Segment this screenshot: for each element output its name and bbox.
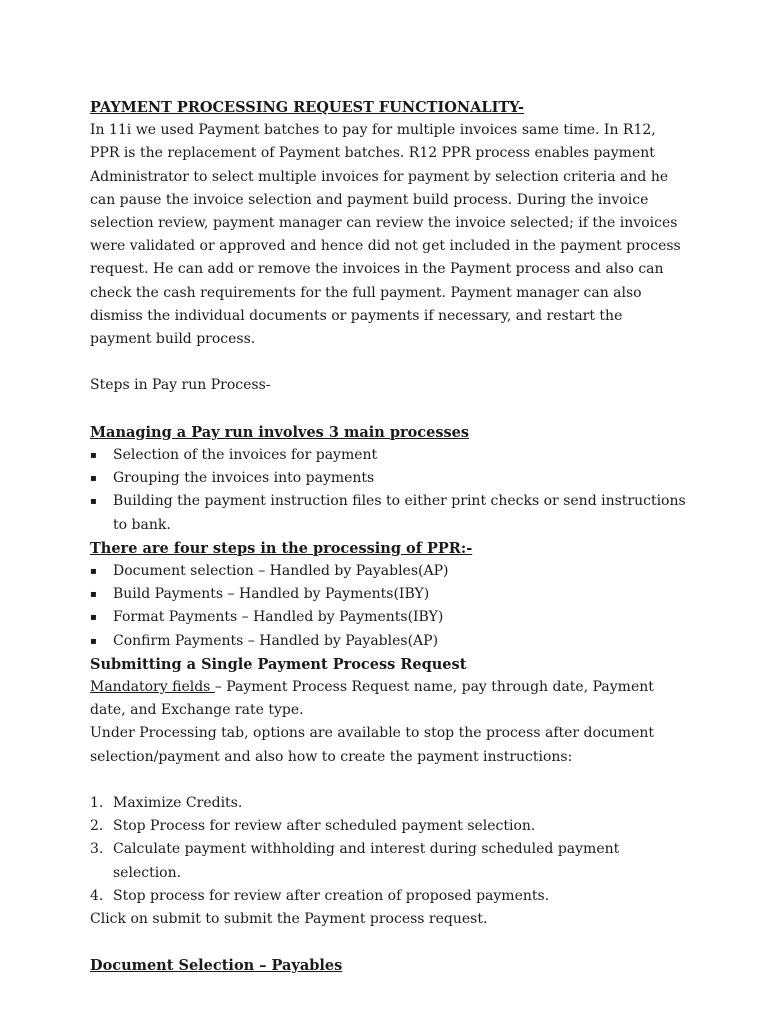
list-number: 1. [90,795,104,812]
list-item [90,815,688,838]
spacer [90,769,688,792]
list-item-text: Building the payment instruction files to either print checks or send instructions to bank. [113,493,686,533]
list-item-text: Document selection – Handled by Payables(AP) [113,563,449,580]
payrun-heading: Managing a Pay run involves 3 main processes [90,423,470,441]
list-item-text: Format Payments – Handled by Payments(IBY) [113,609,444,626]
bullet-icon: ▪ [90,496,97,508]
bullet-icon: ▪ [90,612,97,624]
bullet-icon: ▪ [90,635,97,647]
list-item [90,583,688,606]
processing-tab-paragraph: Under Processing tab, options are available to stop the process after document selection/payment and also how to create the payment instructions: [90,725,655,765]
list-item-text: Stop process for review after creation of proposed payments. [113,887,550,904]
list-item-text: Stop Process for review after scheduled payment selection. [113,818,536,835]
submit-paragraph: Click on submit to submit the Payment process request. [90,911,488,928]
list-item-text: Grouping the invoices into payments [113,470,375,487]
spacer [90,931,688,954]
list-item-text: Selection of the invoices for payment [113,447,378,464]
list-item-text: Build Payments – Handled by Payments(IBY) [113,586,430,603]
list-item [90,490,688,536]
mandatory-fields-label: Mandatory fields [90,679,215,696]
list-item-text: Confirm Payments – Handled by Payables(AP) [113,632,439,649]
document-selection-heading: Document Selection – Payables [90,957,343,975]
list-item-text: Calculate payment withholding and interest during scheduled payment selection. [113,841,620,881]
list-item [90,444,688,467]
list-item [90,885,688,908]
spacer [90,398,688,421]
bullet-icon: ▪ [90,566,97,578]
list-item [90,792,688,815]
list-number: 2. [90,818,104,835]
list-number: 4. [90,887,104,904]
steps-intro: Steps in Pay run Process- [90,377,271,394]
ppr-heading: There are four steps in the processing of PPR:- [90,539,473,557]
document-title: PAYMENT PROCESSING REQUEST FUNCTIONALITY- [90,99,525,116]
list-number: 3. [90,841,104,858]
list-item-text: Maximize Credits. [113,795,243,812]
intro-paragraph: In 11i we used Payment batches to pay for multiple invoices same time. In R12, PPR is the replacement of Payment batches. R12 PPR process enables payment Administrator to select multiple invoices for payment by selection criteria and he can pause the invoice selection and payment build process. During the invoice selection review, payment manager can review the invoice selected; if the invoices were validated or approved and hence did not get included in the payment process request. He can add or remove the invoices in the Payment process and also can check the cash requirements for the full payment. Payment manager can also dismiss the individual documents or payments if necessary, and restart the payment build process. [90,122,681,348]
payrun-list [90,444,688,537]
list-item [90,838,688,884]
mandatory-fields-paragraph [90,676,688,722]
submit-heading: Submitting a Single Payment Process Request [90,655,467,673]
bullet-icon: ▪ [90,589,97,601]
list-item [90,606,688,629]
bullet-icon: ▪ [90,450,97,462]
list-item [90,560,688,583]
ppr-list [90,560,688,653]
spacer [90,351,688,374]
mandatory-fields-text: – Payment Process Request name, pay through date, Payment date, and Exchange rate type. [90,679,654,719]
bullet-icon: ▪ [90,473,97,485]
options-list [90,792,688,908]
list-item [90,630,688,653]
list-item [90,467,688,490]
